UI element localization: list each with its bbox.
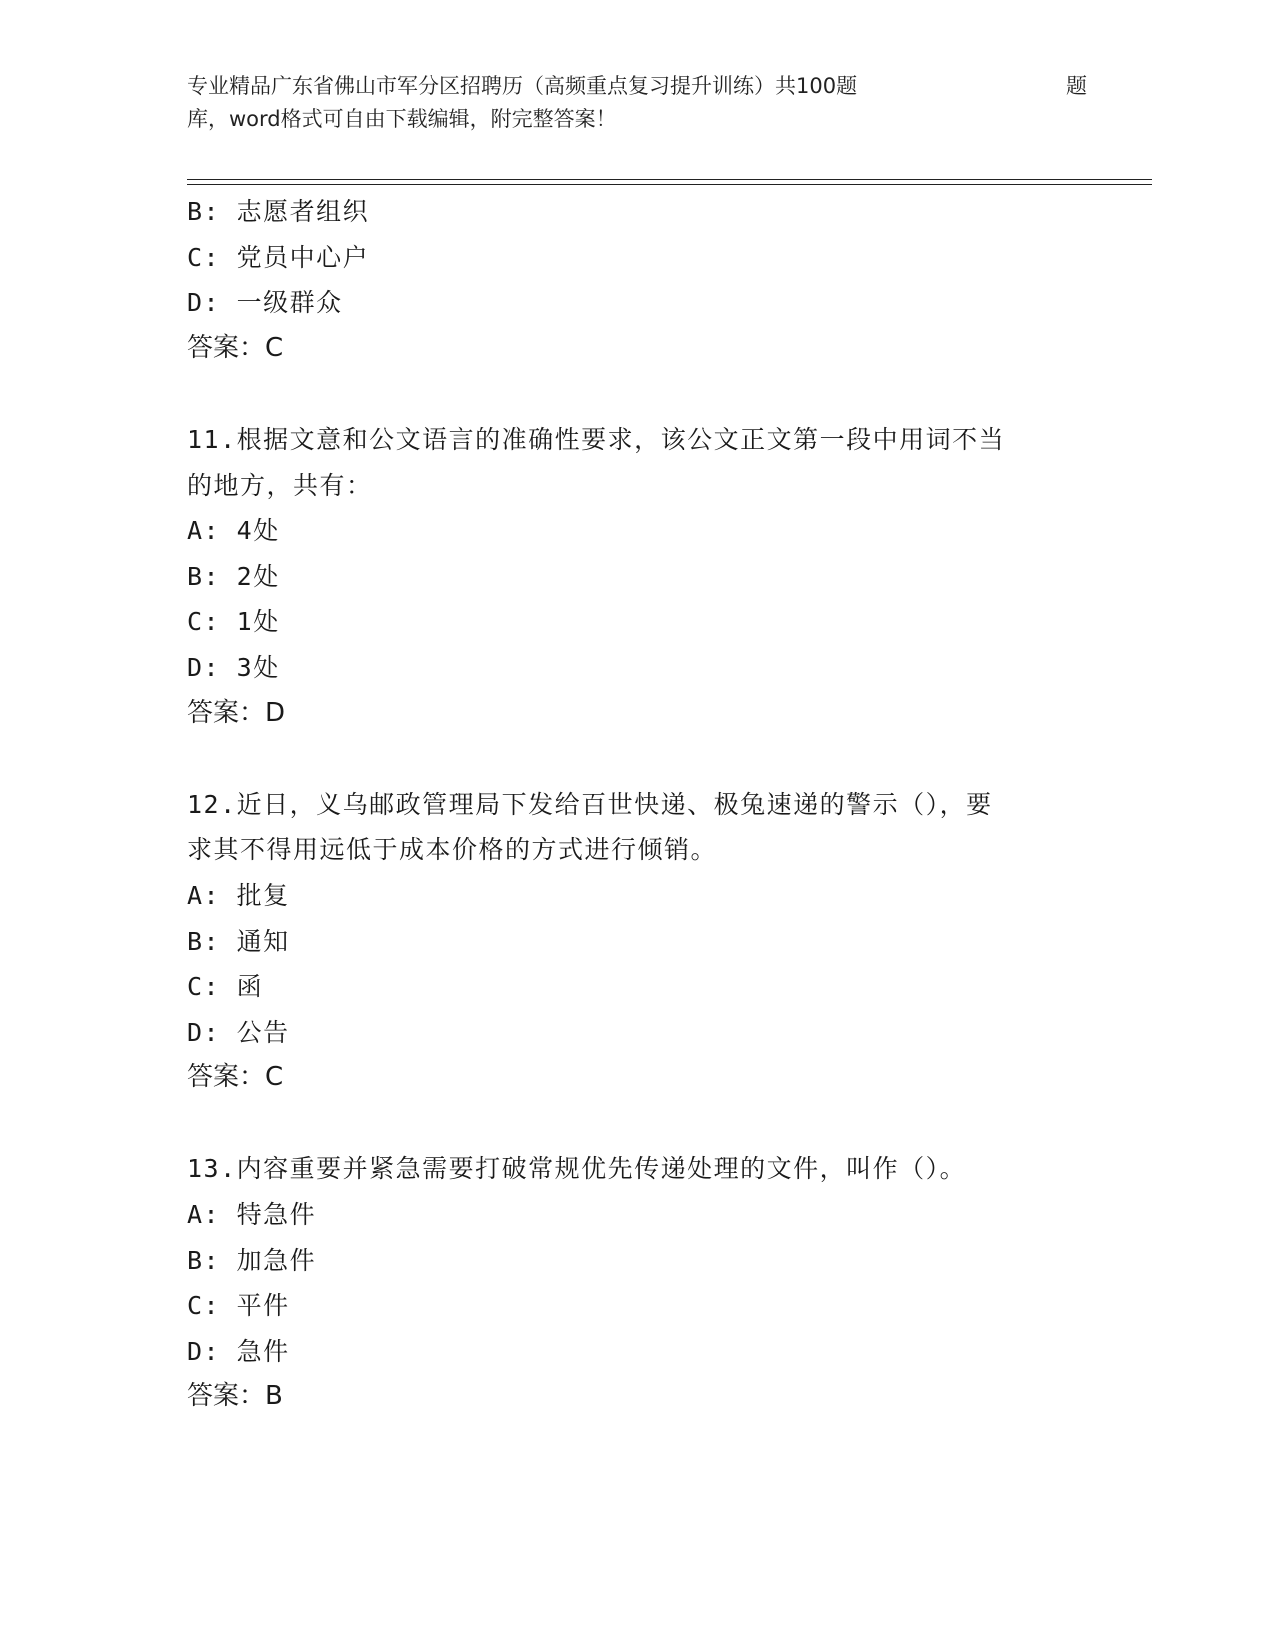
option-c: C: 党员中心户 [187, 242, 370, 272]
option-a: A: 批复 [187, 880, 290, 910]
question-13 [187, 1146, 1087, 1420]
question-stem: 12.近日，义乌邮政管理局下发给百世快递、极兔速递的警示（），要 [187, 789, 993, 819]
question-12 [187, 782, 1087, 1101]
option-d: D: 急件 [187, 1336, 290, 1366]
header-title: 专业精品广东省佛山市军分区招聘历（高频重点复习提升训练）共100题 [187, 74, 858, 98]
option-b: B: 通知 [187, 926, 290, 956]
header-title-wrap: 题 [1066, 74, 1087, 98]
answer: 答案：C [187, 332, 284, 363]
document-body [187, 189, 1087, 1420]
question-10-continued [187, 189, 1087, 371]
question-stem: 的地方，共有： [187, 470, 373, 500]
page-header [187, 70, 1087, 136]
option-c: C: 1处 [187, 607, 280, 637]
option-d: D: 一级群众 [187, 288, 343, 318]
header-line-1 [187, 70, 1087, 103]
option-c: C: 函 [187, 972, 264, 1002]
question-stem: 13.内容重要并紧急需要打破常规优先传递处理的文件，叫作（）。 [187, 1154, 967, 1184]
header-line-2: 库，word格式可自由下载编辑，附完整答案！ [187, 107, 617, 131]
answer: 答案：B [187, 1381, 283, 1412]
option-b: B: 志愿者组织 [187, 197, 370, 226]
option-b: B: 2处 [187, 561, 280, 591]
option-c: C: 平件 [187, 1291, 290, 1321]
option-d: D: 3处 [187, 652, 280, 682]
question-11 [187, 417, 1087, 736]
answer: 答案：C [187, 1062, 284, 1093]
option-d: D: 公告 [187, 1017, 290, 1047]
header-divider-top [187, 179, 1152, 180]
option-a: A: 特急件 [187, 1200, 317, 1230]
option-b: B: 加急件 [187, 1245, 317, 1275]
option-a: A: 4处 [187, 516, 280, 546]
header-divider-bottom [187, 184, 1152, 185]
answer: 答案：D [187, 697, 286, 728]
question-stem: 11.根据文意和公文语言的准确性要求，该公文正文第一段中用词不当 [187, 424, 1006, 454]
question-stem: 求其不得用远低于成本价格的方式进行倾销。 [187, 835, 718, 865]
